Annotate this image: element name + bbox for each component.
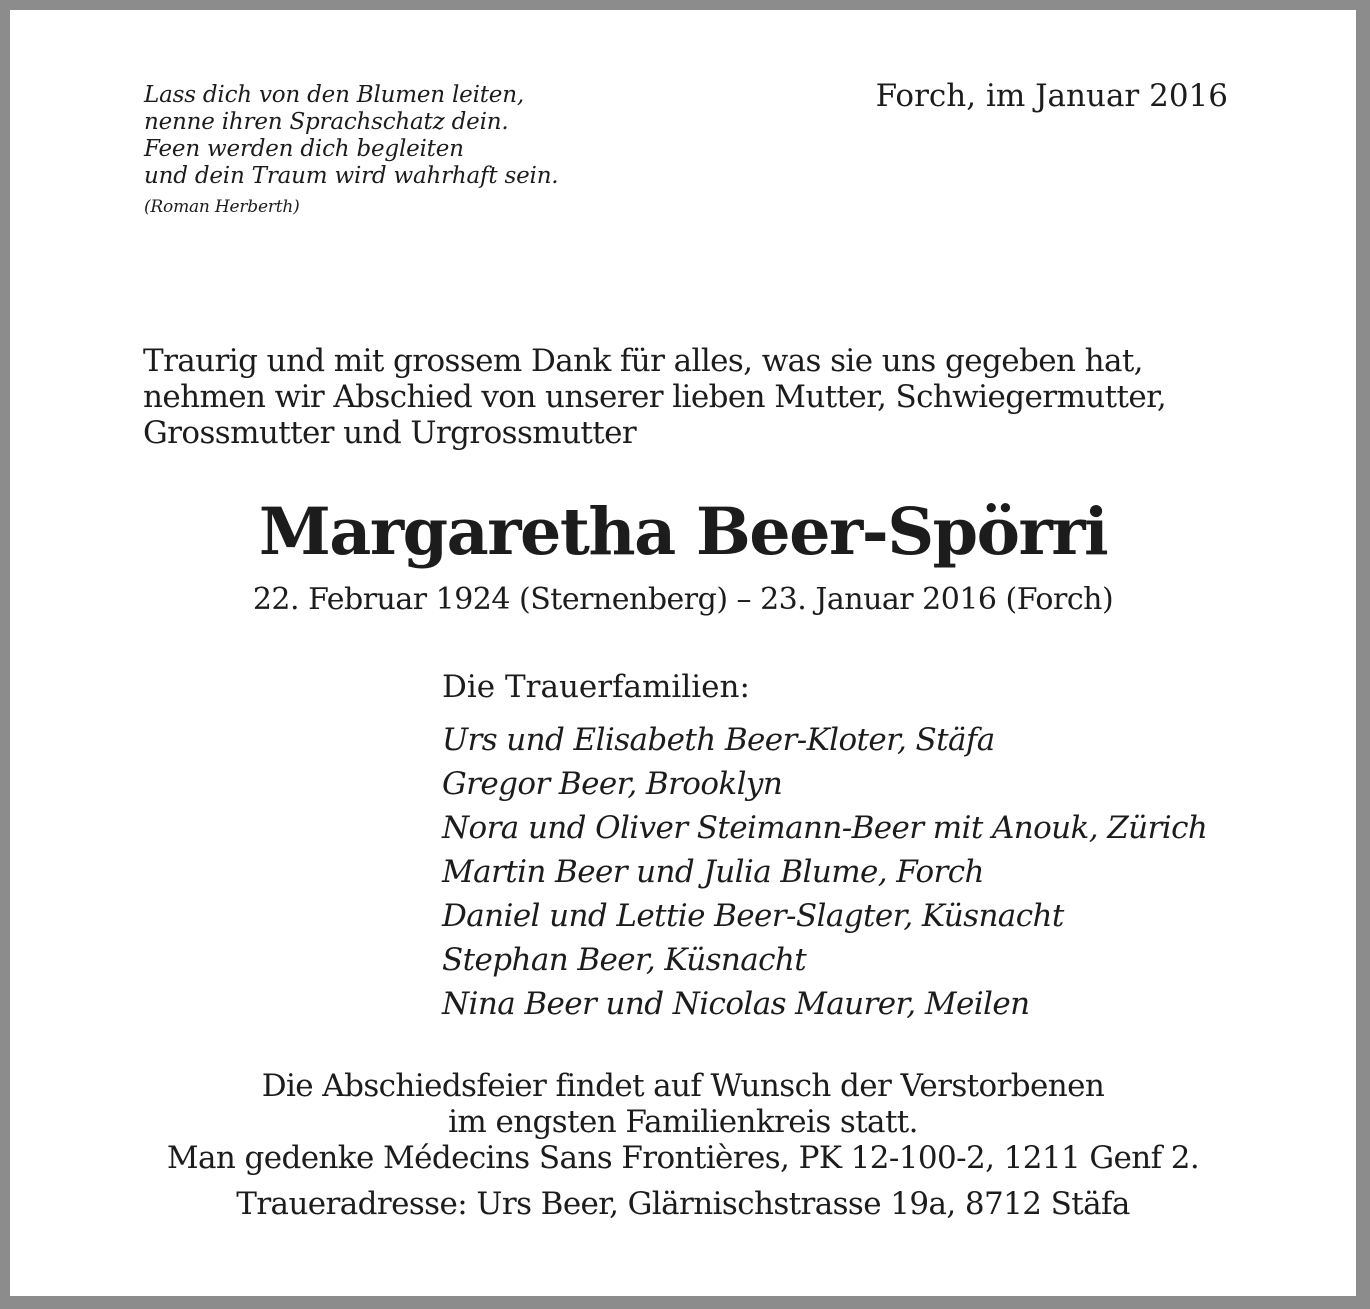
place-and-date: Forch, im Januar 2016 — [875, 78, 1228, 114]
mourner-family: Nina Beer und Nicolas Maurer, Meilen — [442, 986, 1030, 1022]
mourner-family: Urs und Elisabeth Beer-Kloter, Stäfa — [442, 722, 995, 758]
poem-line: Lass dich von den Blumen leiten, — [144, 82, 524, 108]
closing-line: im engsten Familienkreis statt. — [448, 1104, 918, 1140]
mourner-family: Nora und Oliver Steimann-Beer mit Anouk, Zürich — [442, 810, 1208, 846]
poem-quote — [144, 82, 664, 221]
obituary-notice — [10, 10, 1356, 1296]
poem-line: und dein Traum wird wahrhaft sein. — [144, 163, 559, 189]
poem-line: nenne ihren Sprachschatz dein. — [144, 109, 509, 135]
mourner-family: Gregor Beer, Brooklyn — [442, 766, 783, 802]
intro-line: Traurig und mit grossem Dank für alles, was sie uns gegeben hat, — [143, 343, 1143, 379]
mourner-family: Stephan Beer, Küsnacht — [442, 942, 807, 978]
closing-line: Die Abschiedsfeier findet auf Wunsch der Verstorbenen — [261, 1068, 1105, 1104]
deceased-name: Margaretha Beer-Spörri — [258, 494, 1108, 570]
poem-author: (Roman Herberth) — [144, 197, 300, 217]
closing-notes — [10, 1068, 1356, 1222]
intro-line: nehmen wir Abschied von unserer lieben Mutter, Schwiegermutter, — [143, 379, 1167, 415]
mourners-heading: Die Trauerfamilien: — [442, 669, 750, 705]
mourners-list — [442, 668, 1242, 1026]
mourning-address: Traueradresse: Urs Beer, Glärnischstrasse 19a, 8712 Stäfa — [236, 1186, 1130, 1222]
poem-line: Feen werden dich begleiten — [144, 136, 464, 162]
mourner-family: Martin Beer und Julia Blume, Forch — [442, 854, 984, 890]
mourner-family: Daniel und Lettie Beer-Slagter, Küsnacht — [442, 898, 1064, 934]
intro-line: Grossmutter und Urgrossmutter — [143, 415, 637, 451]
closing-line: Man gedenke Médecins Sans Frontières, PK 12-100-2, 1211 Genf 2. — [166, 1140, 1200, 1176]
deceased-lifespan: 22. Februar 1924 (Sternenberg) – 23. Januar 2016 (Forch) — [252, 582, 1114, 617]
intro-text — [143, 343, 1229, 451]
